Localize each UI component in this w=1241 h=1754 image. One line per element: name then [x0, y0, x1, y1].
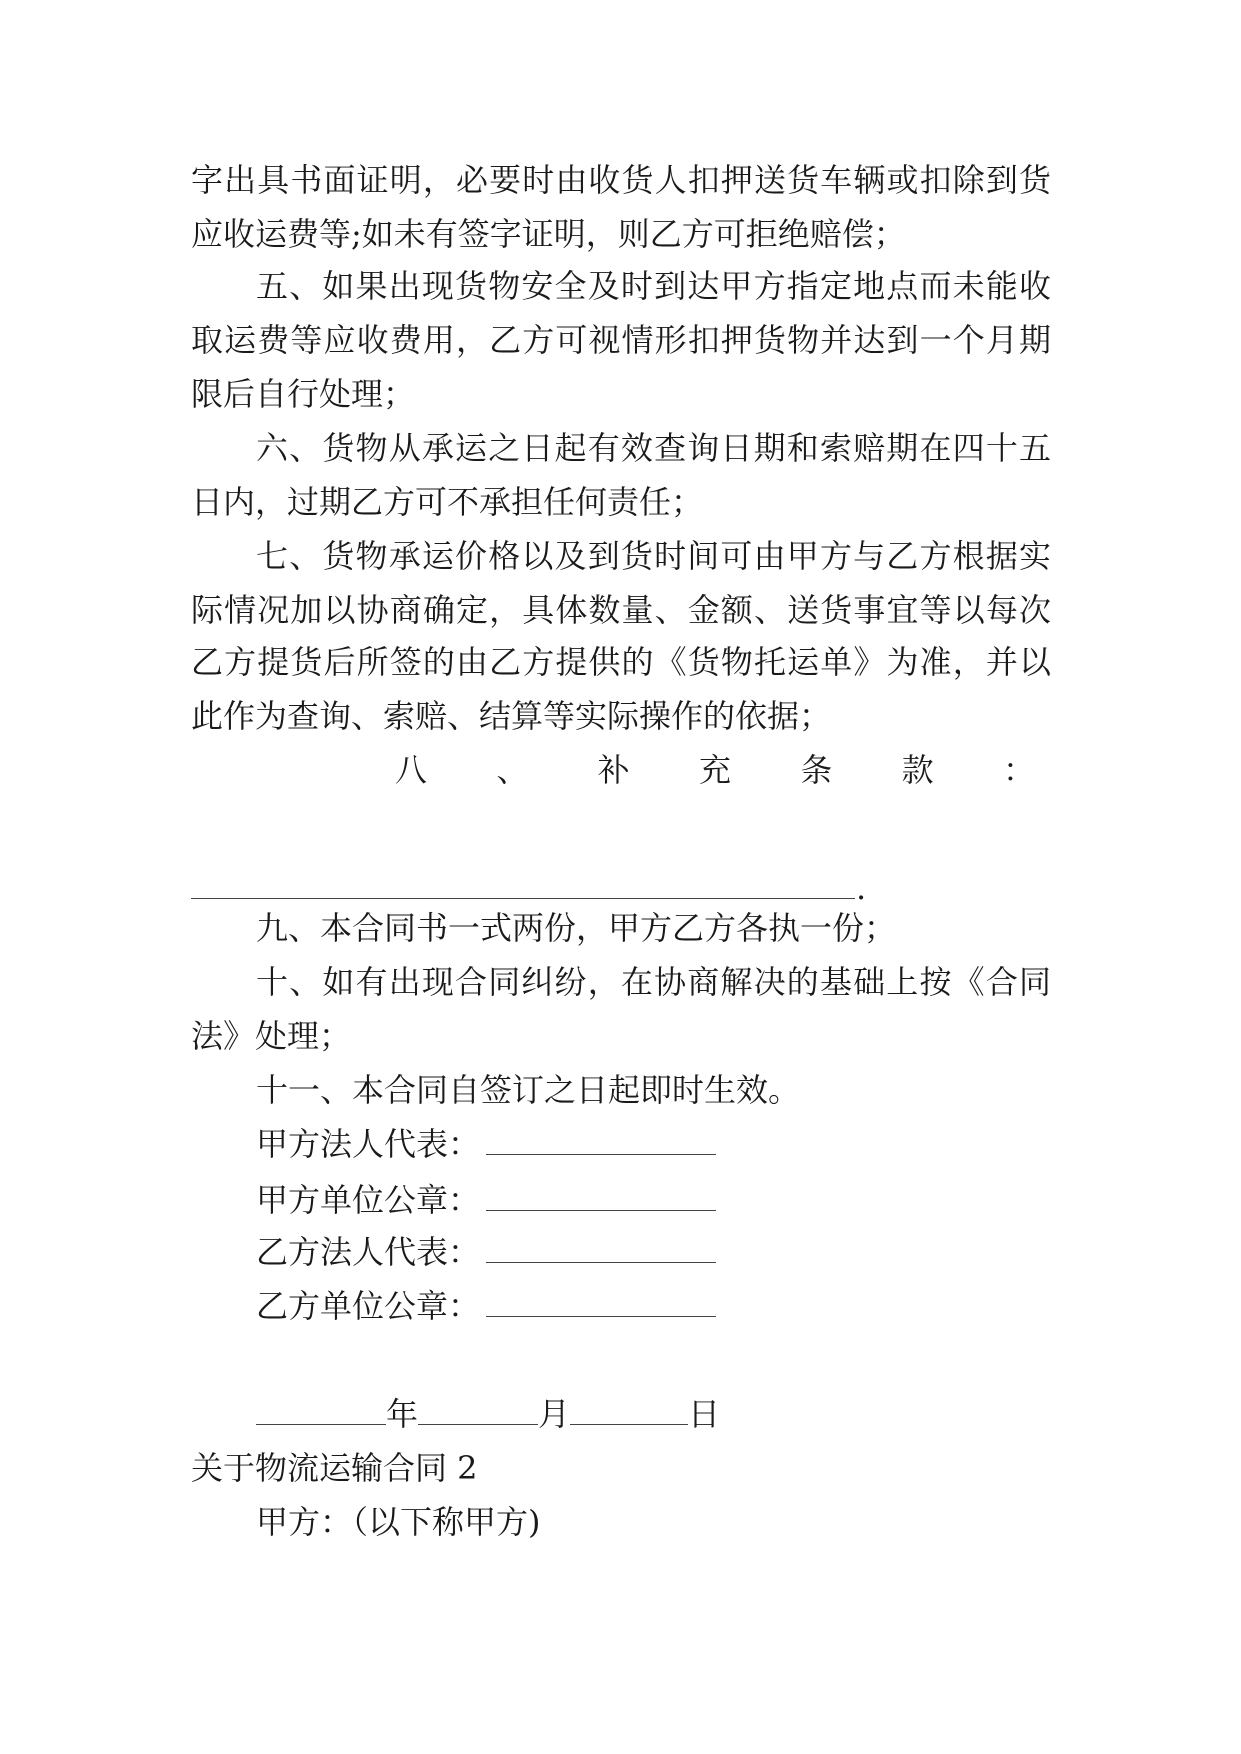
party-a-line: 甲方：（以下称甲方) — [256, 1503, 541, 1541]
blank-end-mark: . — [856, 869, 867, 907]
spread-char: 八 — [395, 751, 428, 789]
paragraph-line: 此作为查询、索赔、结算等实际操作的依据； — [191, 697, 832, 735]
supplementary-terms-blank[interactable] — [191, 898, 855, 899]
signature-party-a-seal — [256, 1178, 716, 1222]
signature-party-a-rep — [256, 1122, 716, 1166]
paragraph-line: 取运费等应收费用，乙方可视情形扣押货物并达到一个月期 — [191, 321, 1051, 359]
paragraph-line: 限后自行处理； — [191, 375, 416, 413]
signature-blank[interactable] — [486, 1122, 716, 1155]
signature-blank[interactable] — [486, 1230, 716, 1263]
spread-char: 充 — [698, 751, 731, 789]
paragraph-line: 法》处理； — [191, 1017, 352, 1055]
day-blank[interactable] — [570, 1392, 688, 1425]
spread-char: 款 — [901, 751, 934, 789]
signature-blank[interactable] — [486, 1284, 716, 1317]
clause-six-line: 六、货物从承运之日起有效查询日期和索赔期在四十五 — [256, 429, 1051, 467]
spread-char: 、 — [496, 751, 529, 789]
clause-seven-line: 七、货物承运价格以及到货时间可由甲方与乙方根据实 — [256, 537, 1051, 575]
paragraph-line: 乙方提货后所签的由乙方提供的《货物托运单》为准，并以 — [191, 643, 1051, 681]
section-title: 关于物流运输合同 2 — [191, 1449, 478, 1487]
clause-ten-line: 十、如有出现合同纠纷，在协商解决的基础上按《合同 — [256, 963, 1051, 1001]
signing-date — [256, 1392, 720, 1436]
clause-eight-heading — [395, 748, 1035, 792]
signature-label: 甲方单位公章： — [256, 1181, 481, 1219]
month-label: 月 — [538, 1395, 571, 1433]
signature-party-b-seal — [256, 1284, 716, 1328]
signature-label: 甲方法人代表： — [256, 1125, 481, 1163]
paragraph-line: 应收运费等;如未有签字证明，则乙方可拒绝赔偿； — [191, 215, 906, 253]
spread-char: ： — [1002, 751, 1035, 789]
signature-label: 乙方法人代表： — [256, 1233, 481, 1271]
signature-blank[interactable] — [486, 1178, 716, 1211]
day-label: 日 — [688, 1395, 721, 1433]
spread-char: 补 — [597, 751, 630, 789]
spread-char: 条 — [800, 751, 833, 789]
month-blank[interactable] — [418, 1392, 538, 1425]
paragraph-line: 际情况加以协商确定，具体数量、金额、送货事宜等以每次 — [191, 591, 1051, 629]
paragraph-line: 字出具书面证明，必要时由收货人扣押送货车辆或扣除到货 — [191, 161, 1051, 199]
year-label: 年 — [386, 1395, 419, 1433]
year-blank[interactable] — [256, 1392, 386, 1425]
clause-nine-line: 九、本合同书一式两份，甲方乙方各执一份； — [256, 909, 897, 947]
signature-party-b-rep — [256, 1230, 716, 1274]
paragraph-line: 日内，过期乙方可不承担任何责任； — [191, 483, 704, 521]
signature-label: 乙方单位公章： — [256, 1287, 481, 1325]
clause-five-line: 五、如果出现货物安全及时到达甲方指定地点而未能收 — [256, 267, 1051, 305]
clause-eleven-line: 十一、本合同自签订之日起即时生效。 — [256, 1071, 801, 1109]
